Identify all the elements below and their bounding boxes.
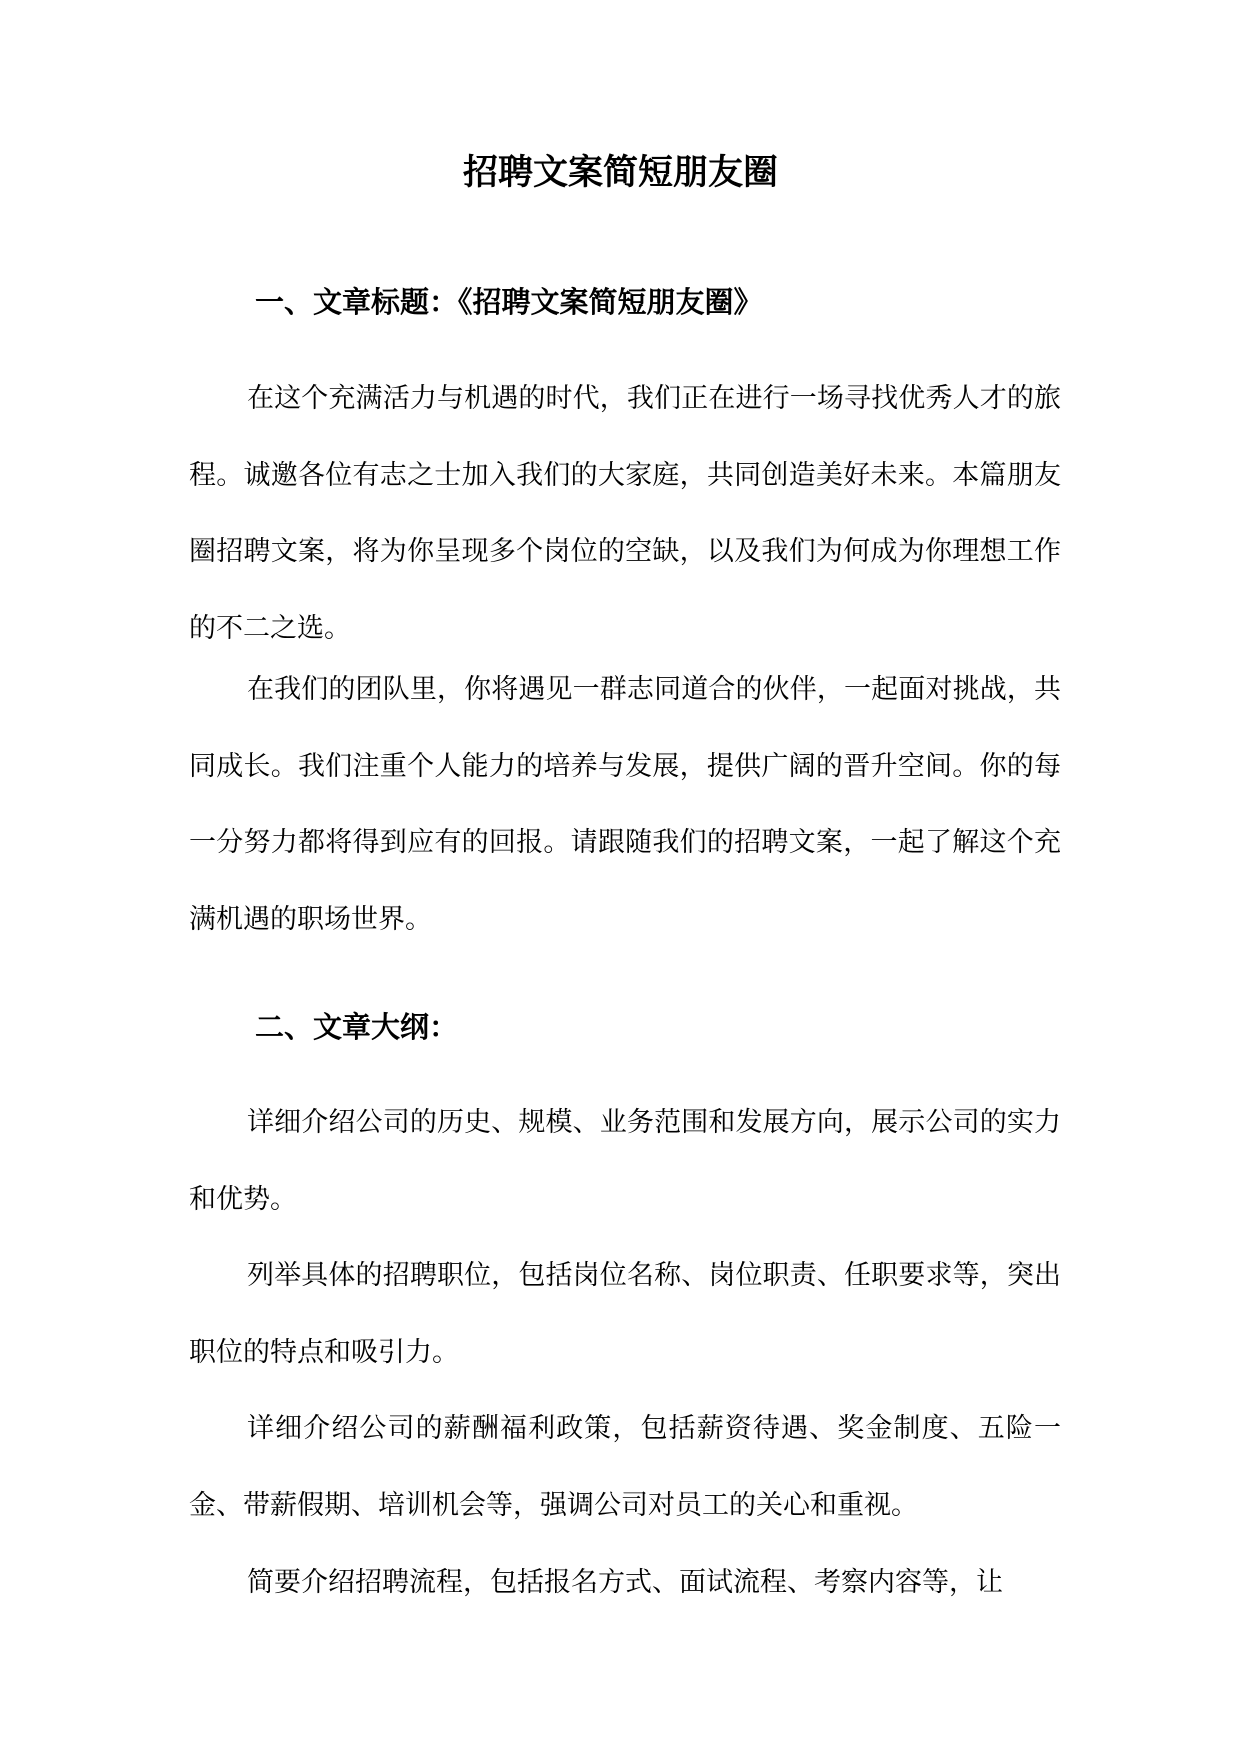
section-heading-article-title: 一、文章标题：《招聘文案简短朋友圈》 — [255, 285, 763, 319]
paragraph: 详细介绍公司的历史、规模、业务范围和发展方向，展示公司的实力和优势。 — [189, 1107, 1061, 1215]
paragraph: 在这个充满活力与机遇的时代，我们正在进行一场寻找优秀人才的旅程。诚邀各位有志之士加入我们的大家庭，共同创造美好未来。本篇朋友圈招聘文案，将为你呈现多个岗位的空缺，以及我们为何成为你理想工作的不二之选。 — [189, 383, 1061, 644]
paragraph: 简要介绍招聘流程，包括报名方式、面试流程、考察内容等，让 — [247, 1567, 1003, 1598]
paragraph: 列举具体的招聘职位，包括岗位名称、岗位职责、任职要求等，突出职位的特点和吸引力。 — [189, 1260, 1061, 1368]
document-title: 招聘文案简短朋友圈 — [462, 153, 778, 193]
paragraph: 详细介绍公司的薪酬福利政策，包括薪资待遇、奖金制度、五险一金、带薪假期、培训机会等，强调公司对员工的关心和重视。 — [189, 1413, 1061, 1521]
section-heading-article-outline: 二、文章大纲： — [255, 1010, 459, 1044]
paragraph: 在我们的团队里，你将遇见一群志同道合的伙伴，一起面对挑战，共同成长。我们注重个人能力的培养与发展，提供广阔的晋升空间。你的每一分努力都将得到应有的回报。请跟随我们的招聘文案，一起了解这个充满机遇的职场世界。 — [189, 674, 1061, 935]
